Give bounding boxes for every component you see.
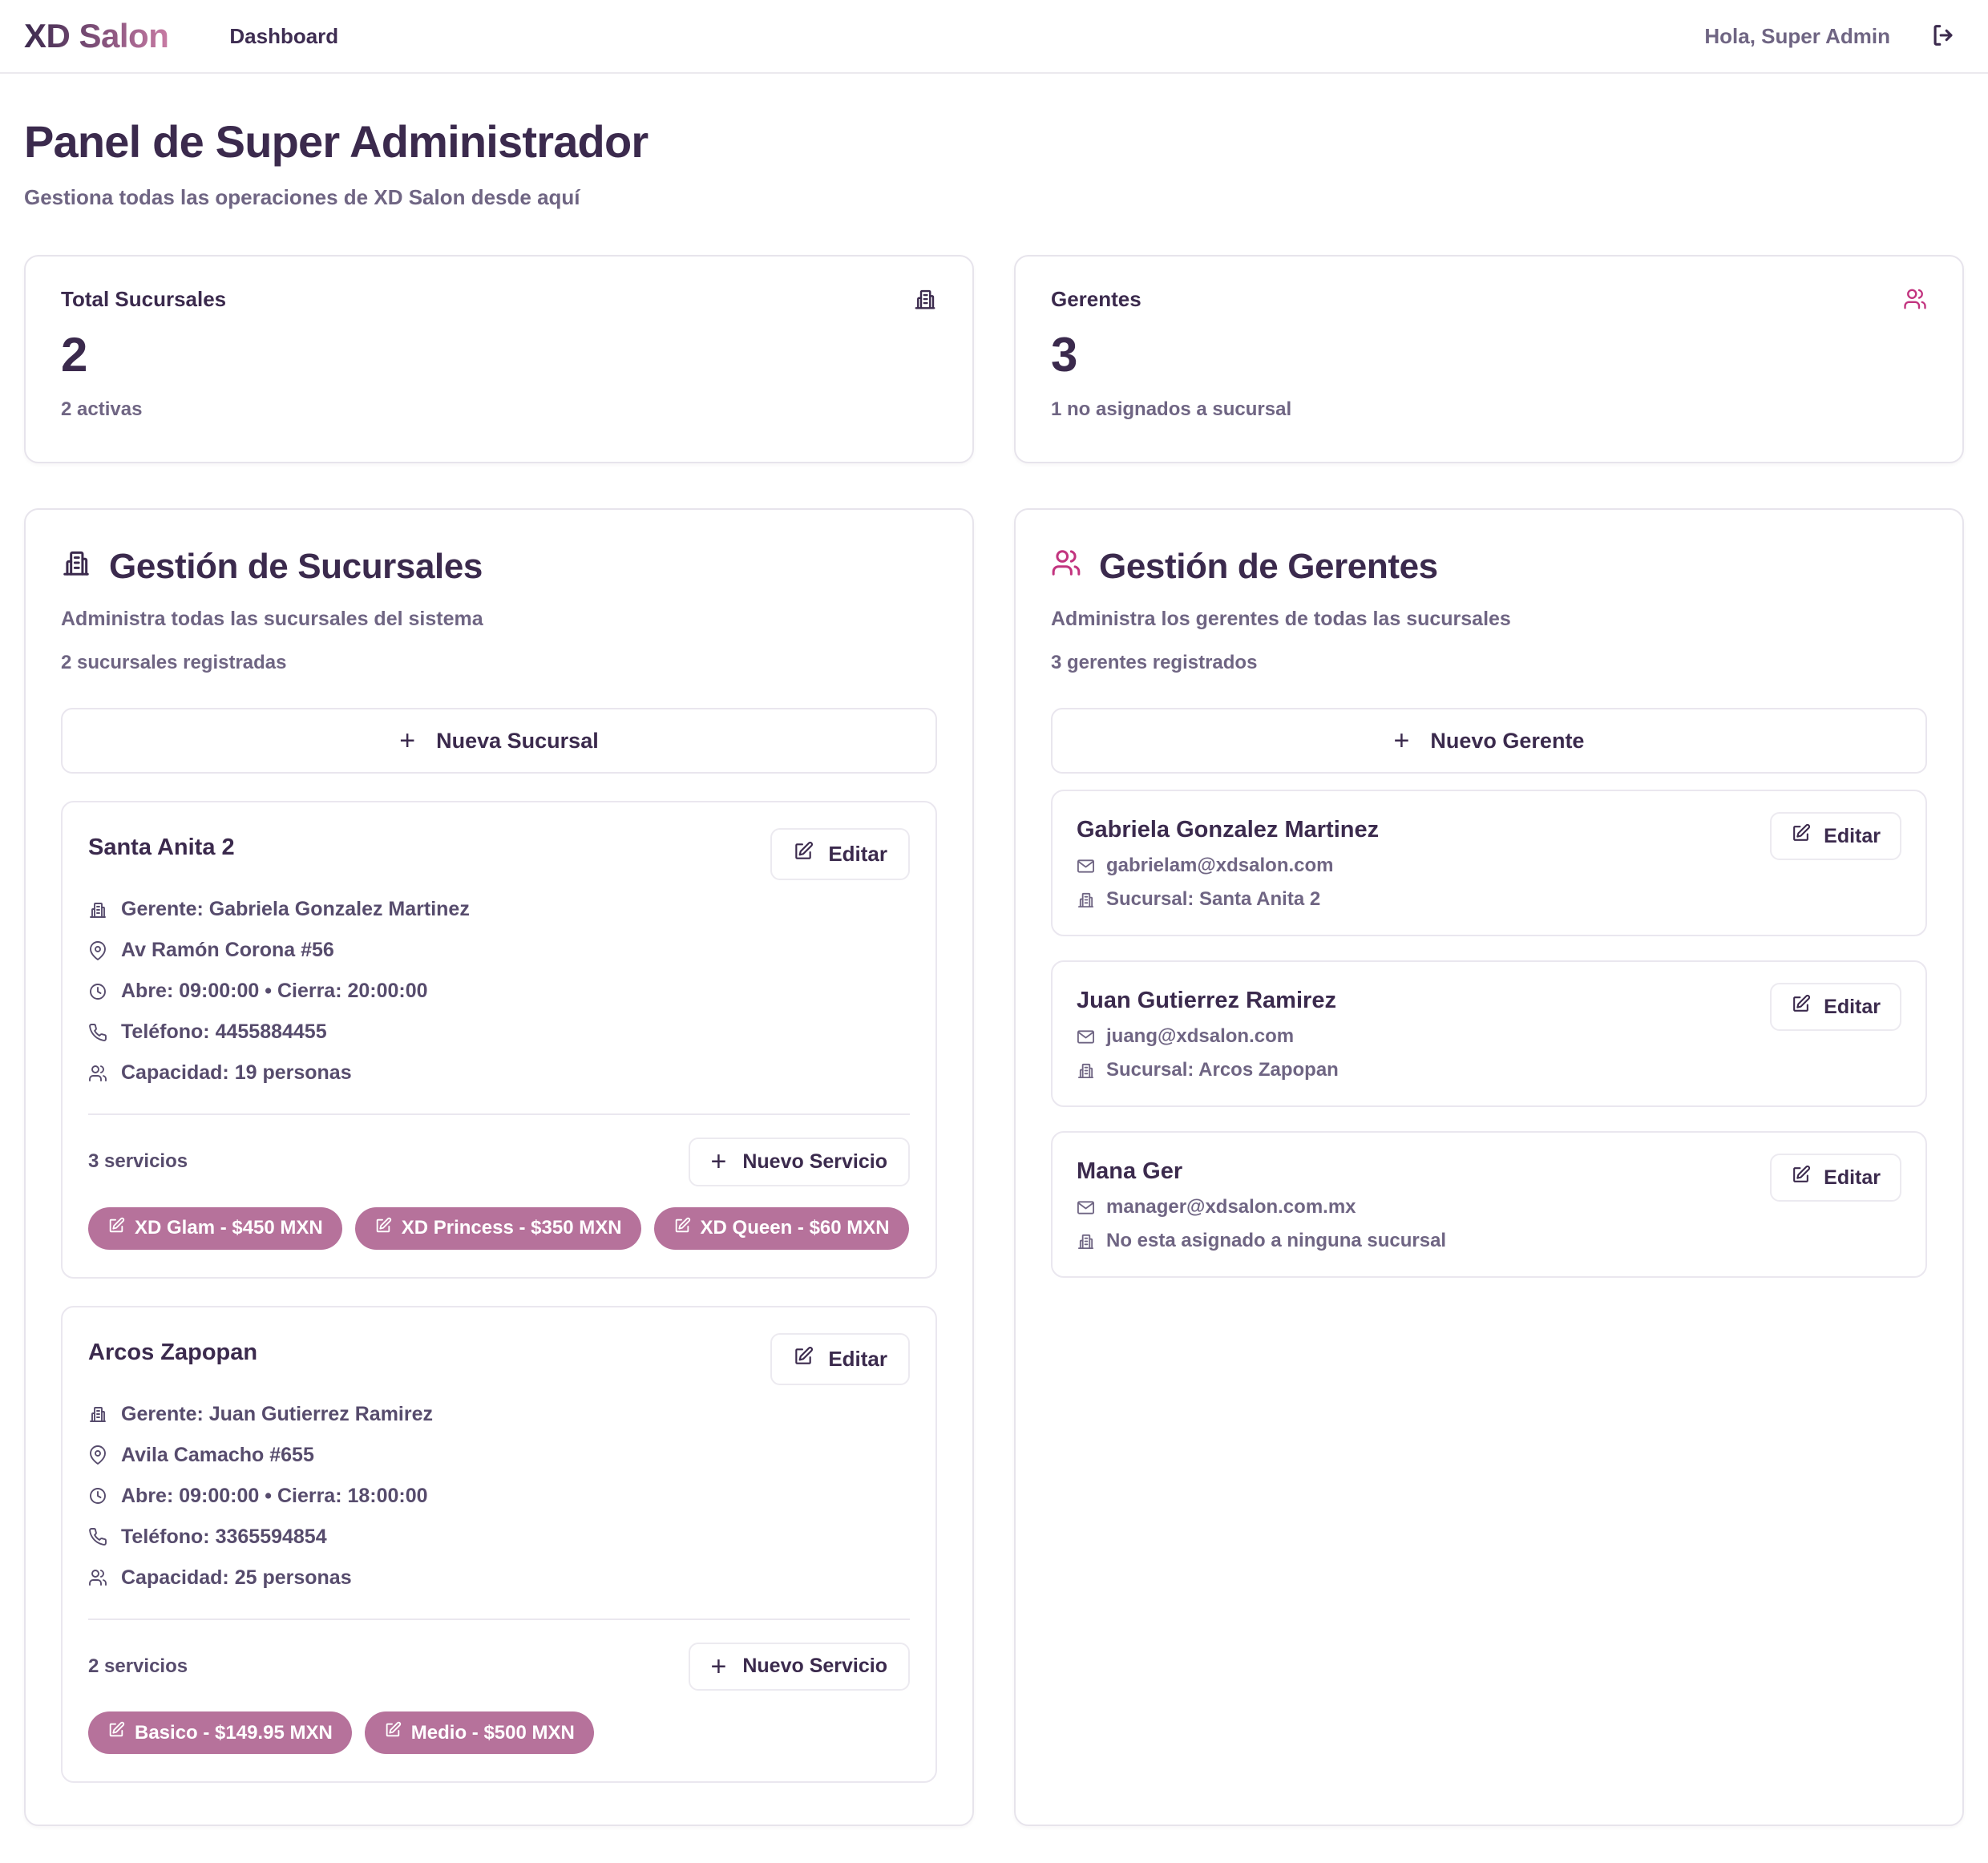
services-count: 3 servicios (88, 1150, 188, 1173)
service-label: XD Queen - $60 MXN (700, 1217, 890, 1239)
phone-icon (88, 1023, 107, 1042)
manager-card[interactable] (1051, 790, 1927, 936)
manager-email-row (1077, 1196, 1446, 1218)
page-body (0, 74, 1988, 1826)
edit-manager-label: Editar (1824, 995, 1881, 1018)
branch-address-text: Avila Camacho #655 (121, 1443, 314, 1466)
service-pill[interactable] (88, 1711, 352, 1754)
new-service-label: Nuevo Servicio (742, 1655, 887, 1678)
new-manager-label: Nuevo Gerente (1430, 728, 1585, 753)
branch-phone-row (88, 1020, 910, 1044)
branches-panel-subtitle: Administra todas las sucursales del sistema (61, 608, 483, 630)
managers-panel (1014, 508, 1964, 1826)
main-panels (24, 508, 1964, 1826)
edit-manager-label: Editar (1824, 824, 1881, 847)
nav-item-dashboard[interactable]: Dashboard (229, 23, 339, 48)
services-header (88, 1643, 910, 1691)
edit-manager-button[interactable] (1770, 983, 1901, 1031)
new-service-button[interactable] (689, 1643, 911, 1691)
user-greeting: Hola, Super Admin (1704, 23, 1890, 48)
manager-header (1077, 1154, 1901, 1252)
service-pill[interactable] (88, 1207, 342, 1250)
users-icon (1903, 287, 1927, 315)
branch-hours-text: Abre: 09:00:00 • Cierra: 18:00:00 (121, 1484, 428, 1507)
mail-icon (1077, 1198, 1095, 1217)
new-manager-button[interactable] (1051, 708, 1927, 774)
manager-branch-text: Sucursal: Santa Anita 2 (1106, 888, 1321, 910)
manager-branch-text: No esta asignado a ninguna sucursal (1106, 1230, 1447, 1251)
new-service-label: Nuevo Servicio (742, 1150, 887, 1173)
stat-note: 2 activas (61, 398, 143, 420)
page-title: Panel de Super Administrador (24, 116, 649, 167)
branch-divider (88, 1113, 910, 1115)
plus-icon: + (399, 725, 416, 756)
branch-details (88, 898, 910, 1085)
edit-icon (1791, 994, 1811, 1020)
map-pin-icon (88, 1445, 107, 1465)
clock-icon (88, 982, 107, 1001)
branch-details (88, 1403, 910, 1590)
header-right (1704, 20, 1959, 52)
branch-phone-row (88, 1526, 910, 1549)
new-branch-button[interactable] (61, 708, 937, 774)
manager-email-text: manager@xdsalon.com.mx (1106, 1196, 1356, 1218)
building-icon (1077, 1232, 1095, 1251)
branch-address-row (88, 1444, 910, 1467)
edit-branch-label: Editar (828, 842, 887, 866)
branches-panel (24, 508, 974, 1826)
branch-address-text: Av Ramón Corona #56 (121, 939, 334, 961)
edit-icon (384, 1721, 402, 1744)
mail-icon (1077, 1028, 1095, 1046)
managers-panel-heading: Gestión de Gerentes (1099, 547, 1438, 586)
managers-list (1051, 790, 1927, 1278)
branch-manager-text: Gerente: Juan Gutierrez Ramirez (121, 1402, 434, 1425)
building-icon (1077, 1061, 1095, 1080)
manager-branch-row (1077, 888, 1379, 911)
plus-icon: + (1393, 725, 1410, 756)
logout-icon (1929, 22, 1957, 51)
edit-icon (673, 1217, 691, 1240)
branch-card[interactable] (61, 801, 937, 1279)
branch-manager-row (88, 898, 910, 921)
manager-card[interactable] (1051, 1131, 1927, 1278)
service-pill[interactable] (654, 1207, 909, 1250)
building-icon (1077, 891, 1095, 909)
edit-icon (107, 1721, 125, 1744)
users-icon (1051, 547, 1081, 587)
service-label: XD Glam - $450 MXN (135, 1217, 323, 1239)
branch-capacity-row (88, 1566, 910, 1590)
users-icon (88, 1568, 107, 1587)
service-label: Basico - $149.95 MXN (135, 1721, 333, 1744)
edit-icon (107, 1217, 125, 1240)
branch-capacity-text: Capacidad: 19 personas (121, 1061, 352, 1084)
manager-email-text: juang@xdsalon.com (1106, 1025, 1295, 1047)
stat-note: 1 no asignados a sucursal (1051, 398, 1292, 420)
manager-info (1077, 983, 1339, 1081)
phone-icon (88, 1527, 107, 1546)
edit-branch-label: Editar (828, 1346, 887, 1371)
building-icon (913, 287, 937, 315)
manager-name: Gabriela Gonzalez Martinez (1077, 817, 1380, 843)
manager-info (1077, 1154, 1446, 1252)
edit-icon (374, 1217, 392, 1240)
managers-panel-subtitle: Administra los gerentes de todas las sucursales (1051, 608, 1511, 630)
branches-registered-count: 2 sucursales registradas (61, 652, 287, 673)
stat-card-gerentes (1014, 255, 1964, 463)
branch-divider (88, 1619, 910, 1620)
stats-row (24, 255, 1964, 463)
manager-email-row (1077, 855, 1379, 877)
managers-registered-count: 3 gerentes registrados (1051, 652, 1258, 673)
mail-icon (1077, 857, 1095, 875)
building-icon (61, 547, 91, 587)
manager-header (1077, 983, 1901, 1081)
manager-name: Mana Ger (1077, 1158, 1183, 1184)
branch-hours-row (88, 1485, 910, 1508)
manager-card[interactable] (1051, 960, 1927, 1107)
page-subtitle: Gestiona todas las operaciones de XD Salon desde aquí (24, 185, 580, 209)
new-branch-label: Nueva Sucursal (436, 728, 599, 753)
manager-email-row (1077, 1025, 1339, 1048)
manager-branch-row (1077, 1230, 1446, 1252)
edit-icon (793, 1346, 814, 1372)
edit-manager-button[interactable] (1770, 1154, 1901, 1202)
new-service-button[interactable] (689, 1138, 911, 1186)
edit-branch-button[interactable] (770, 828, 910, 880)
stat-header (1051, 287, 1927, 315)
branch-capacity-text: Capacidad: 25 personas (121, 1566, 352, 1589)
branch-phone-text: Teléfono: 3365594854 (121, 1525, 327, 1548)
edit-manager-label: Editar (1824, 1166, 1881, 1189)
branch-hours-text: Abre: 09:00:00 • Cierra: 20:00:00 (121, 980, 428, 1002)
plus-icon: + (710, 1146, 727, 1177)
app-logo: XD Salon (24, 17, 169, 55)
branch-address-row (88, 939, 910, 962)
branch-manager-row (88, 1403, 910, 1426)
app-header (0, 0, 1988, 74)
manager-branch-row (1077, 1059, 1339, 1081)
plus-icon: + (710, 1651, 727, 1682)
stat-value: 2 (61, 328, 88, 382)
branch-capacity-row (88, 1061, 910, 1085)
logout-button[interactable] (1927, 20, 1959, 52)
clock-icon (88, 1486, 107, 1505)
edit-manager-button[interactable] (1770, 812, 1901, 860)
manager-email-text: gabrielam@xdsalon.com (1106, 855, 1334, 876)
edit-icon (1791, 823, 1811, 849)
branch-hours-row (88, 980, 910, 1003)
map-pin-icon (88, 941, 107, 960)
managers-panel-title (1051, 547, 1927, 587)
service-label: XD Princess - $350 MXN (401, 1217, 622, 1239)
manager-branch-text: Sucursal: Arcos Zapopan (1106, 1059, 1339, 1081)
building-icon (88, 1404, 107, 1424)
branch-phone-text: Teléfono: 4455884455 (121, 1020, 327, 1043)
edit-icon (793, 841, 814, 867)
branches-panel-title (61, 547, 937, 587)
users-icon (88, 1064, 107, 1083)
stat-value: 3 (1051, 328, 1078, 382)
services-header (88, 1138, 910, 1186)
stat-label: Gerentes (1051, 287, 1141, 311)
manager-name: Juan Gutierrez Ramirez (1077, 988, 1336, 1013)
edit-icon (1791, 1165, 1811, 1190)
branch-manager-text: Gerente: Gabriela Gonzalez Martinez (121, 898, 470, 920)
branch-name: Santa Anita 2 (88, 835, 235, 860)
stat-card-sucursales (24, 255, 974, 463)
branch-name: Arcos Zapopan (88, 1339, 258, 1365)
services-list (88, 1711, 910, 1754)
branch-header (88, 828, 910, 880)
manager-info (1077, 812, 1379, 911)
edit-branch-button[interactable] (770, 1333, 910, 1385)
branches-panel-heading: Gestión de Sucursales (109, 547, 483, 586)
stat-label: Total Sucursales (61, 287, 227, 311)
services-list (88, 1207, 910, 1250)
branch-card[interactable] (61, 1306, 937, 1784)
manager-header (1077, 812, 1901, 911)
building-icon (88, 900, 107, 919)
stat-header (61, 287, 937, 315)
service-pill[interactable] (365, 1711, 594, 1754)
services-count: 2 servicios (88, 1655, 188, 1677)
service-pill[interactable] (355, 1207, 641, 1250)
branch-header (88, 1333, 910, 1385)
service-label: Medio - $500 MXN (410, 1721, 575, 1744)
